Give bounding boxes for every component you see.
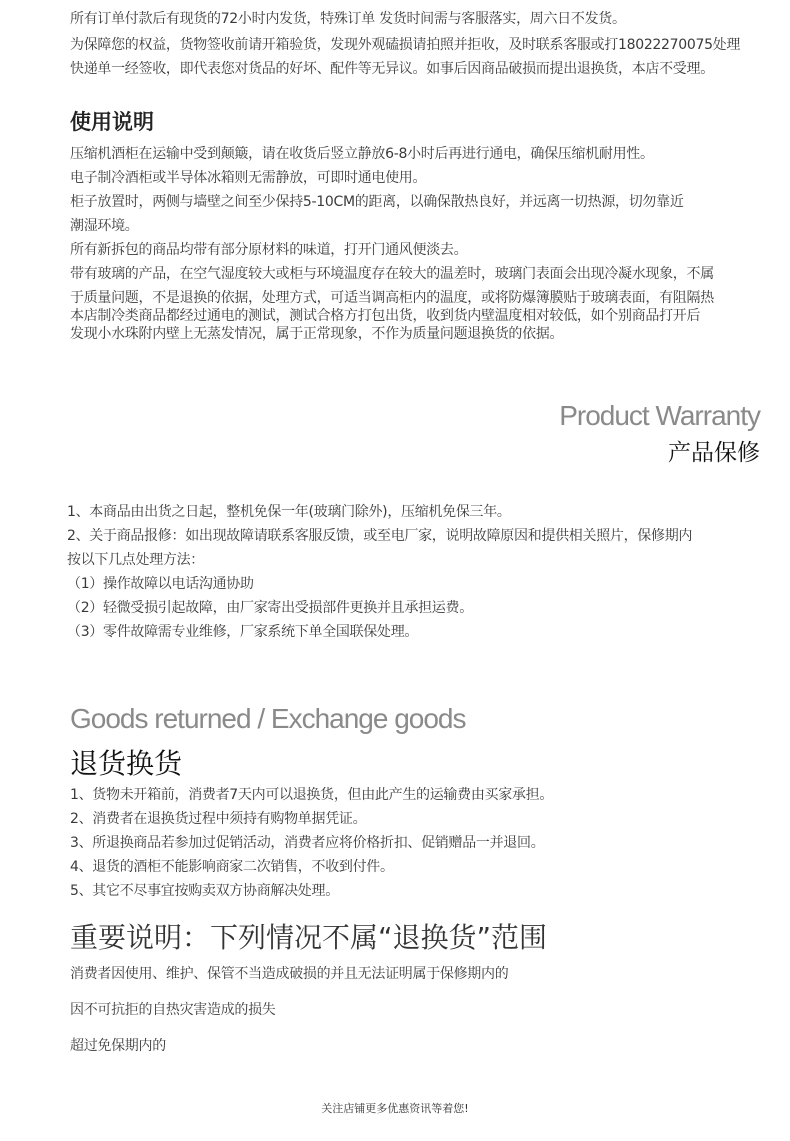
warranty-line: 1、本商品由出货之日起，整机免保一年(玻璃门除外)，压缩机免保三年。 — [67, 504, 511, 520]
usage-line: 潮湿环境。 — [70, 218, 139, 234]
returns-title-en: Goods returned / Exchange goods — [70, 703, 466, 734]
exclusion-item: 因不可抗拒的自热灾害造成的损失 — [70, 1002, 276, 1018]
shipping-line: 为保障您的权益，货物签收前请开箱验货，发现外观磕损请拍照并拒收，及时联系客服或打18022270075处理 — [70, 37, 741, 53]
warranty-title-zh: 产品保修 — [668, 440, 760, 466]
usage-line: 带有玻璃的产品，在空气湿度较大或柜与环境温度存在较大的温差时，玻璃门表面会出现冷凝水现象，不属 — [70, 266, 714, 282]
returns-line: 4、退货的酒柜不能影响商家二次销售，不收到付件。 — [70, 859, 394, 875]
warranty-line: （2）轻微受损引起故障，由厂家寄出受损部件更换并且承担运费。 — [67, 600, 473, 616]
exclusion-item: 消费者因使用、维护、保管不当造成破损的并且无法证明属于保修期内的 — [70, 966, 509, 982]
shipping-line: 快递单一经签收，即代表您对货品的好坏、配件等无异议。如事后因商品破损而提出退换货，本店不受理。 — [70, 61, 714, 77]
usage-line: 本店制冷类商品都经过通电的测试，测试合格方打包出货，收到货内壁温度相对较低，如个别商品打开后 — [70, 308, 701, 324]
usage-line: 柜子放置时，两侧与墙壁之间至少保持5-10CM的距离，以确保散热良好，并远离一切热源，切勿靠近 — [70, 194, 684, 210]
warranty-line: （1）操作故障以电话沟通协助 — [67, 576, 254, 592]
footer-text: 关注店铺更多优惠资讯等着您! — [321, 1102, 469, 1115]
exclusion-item: 超过免保期内的 — [70, 1038, 166, 1054]
usage-line: 所有新拆包的商品均带有部分原材料的味道，打开门通风便淡去。 — [70, 242, 468, 258]
returns-line: 5、其它不尽事宜按购卖双方协商解决处理。 — [70, 883, 339, 899]
usage-line: 电子制冷酒柜或半导体冰箱则无需静放，可即时通电使用。 — [70, 170, 427, 186]
returns-line: 2、消费者在退换货过程中须持有购物单据凭证。 — [70, 811, 367, 827]
usage-line: 压缩机酒柜在运输中受到颠簸，请在收货后竖立静放6-8小时后再进行通电，确保压缩机耐用性。 — [70, 146, 654, 162]
usage-line: 于质量问题，不是退换的依据，处理方式，可适当调高柜内的温度，或将防爆簿膜贴于玻璃表面，有阻隔热 — [70, 290, 714, 306]
shipping-line: 所有订单付款后有现货的72小时内发货，特殊订单 发货时间需与客服落实，周六日不发货。 — [70, 11, 626, 27]
warranty-title-en: Product Warranty — [559, 400, 760, 431]
returns-title-zh: 退货换货 — [70, 747, 183, 780]
usage-title: 使用说明 — [70, 110, 154, 134]
warranty-line: （3）零件故障需专业维修，厂家系统下单全国联保处理。 — [67, 624, 419, 640]
important-note-title: 重要说明：下列情况不属“退换货”范围 — [70, 921, 548, 954]
usage-line: 发现小水珠附内壁上无蒸发情况，属于正常现象，不作为质量问题退换货的依据。 — [70, 326, 564, 342]
returns-line: 1、货物未开箱前，消费者7天内可以退换货，但由此产生的运输费由买家承担。 — [70, 787, 554, 803]
returns-line: 3、所退换商品若参加过促销活动，消费者应将价格折扣、促销赠品一并退回。 — [70, 835, 545, 851]
warranty-line: 2、关于商品报修：如出现故障请联系客服反馈，或至电厂家，说明故障原因和提供相关照片，保修期内 — [67, 528, 693, 544]
warranty-line: 按以下几点处理方法： — [67, 552, 204, 568]
